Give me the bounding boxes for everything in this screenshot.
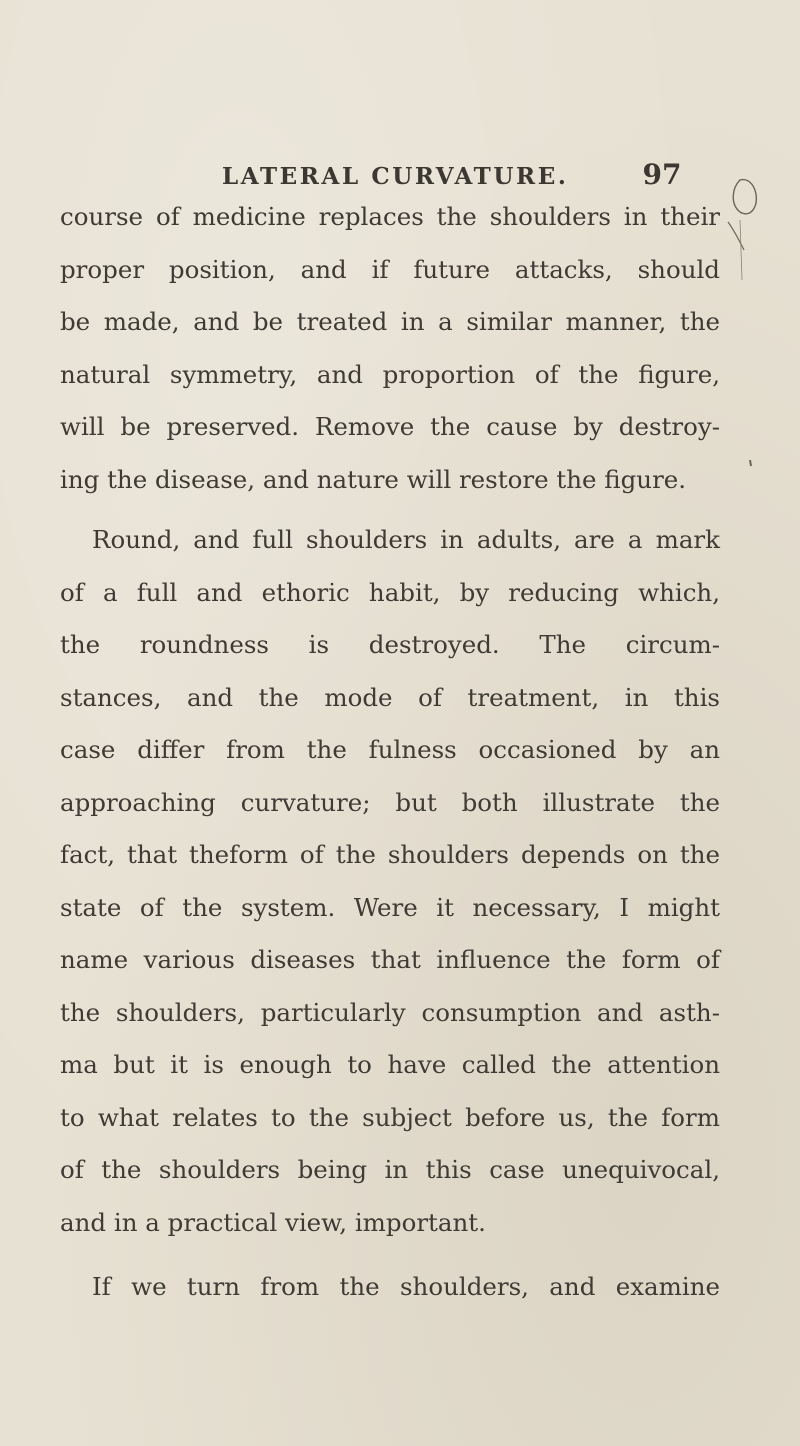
text-line: to what relates to the subject before us, the form xyxy=(60,1102,720,1132)
text-line: the roundness is destroyed. The circum- xyxy=(60,630,720,659)
paragraph-2 xyxy=(60,514,720,1249)
text-line: course of medicine replaces the shoulders in their xyxy=(60,202,720,231)
text-line: state of the system. Were it necessary, I might xyxy=(60,892,720,922)
text-line: stances, and the mode of treatment, in this xyxy=(60,682,720,712)
text-line: be made, and be treated in a similar manner, the xyxy=(60,307,720,336)
text-line: proper position, and if future attacks, should xyxy=(60,254,720,284)
text-line: of a full and ethoric habit, by reducing which, xyxy=(60,577,720,607)
text-line: ma but it is enough to have called the attention xyxy=(60,1050,720,1079)
paragraph-gap xyxy=(60,1249,720,1261)
paragraph-3 xyxy=(60,1261,720,1314)
text-line: If we turn from the shoulders, and examine xyxy=(92,1272,720,1301)
text-line: Round, and full shoulders in adults, are a mark xyxy=(92,525,720,554)
text-line: of the shoulders being in this case unequivocal, xyxy=(60,1155,720,1184)
text-line: will be preserved. Remove the cause by destroy- xyxy=(60,412,720,441)
body-text xyxy=(60,191,720,1314)
text-line: name various diseases that influence the form of xyxy=(60,945,720,974)
paragraph-1 xyxy=(60,191,720,506)
text-line: the shoulders, particularly consumption and asth- xyxy=(60,997,720,1027)
text-line: ing the disease, and nature will restore the figure. xyxy=(60,464,687,494)
text-line: fact, that theform of the shoulders depends on the xyxy=(60,840,720,869)
page-edge-stain xyxy=(710,160,790,480)
text-line: case differ from the fulness occasioned by an xyxy=(60,735,720,764)
running-head: LATERAL CURVATURE. xyxy=(222,163,569,190)
text-line: and in a practical view, important. xyxy=(60,1207,486,1237)
page-number: 97 xyxy=(642,158,682,191)
text-line: natural symmetry, and proportion of the figure, xyxy=(60,359,720,389)
text-line: approaching curvature; but both illustrate the xyxy=(60,787,720,817)
paragraph-gap xyxy=(60,506,720,514)
